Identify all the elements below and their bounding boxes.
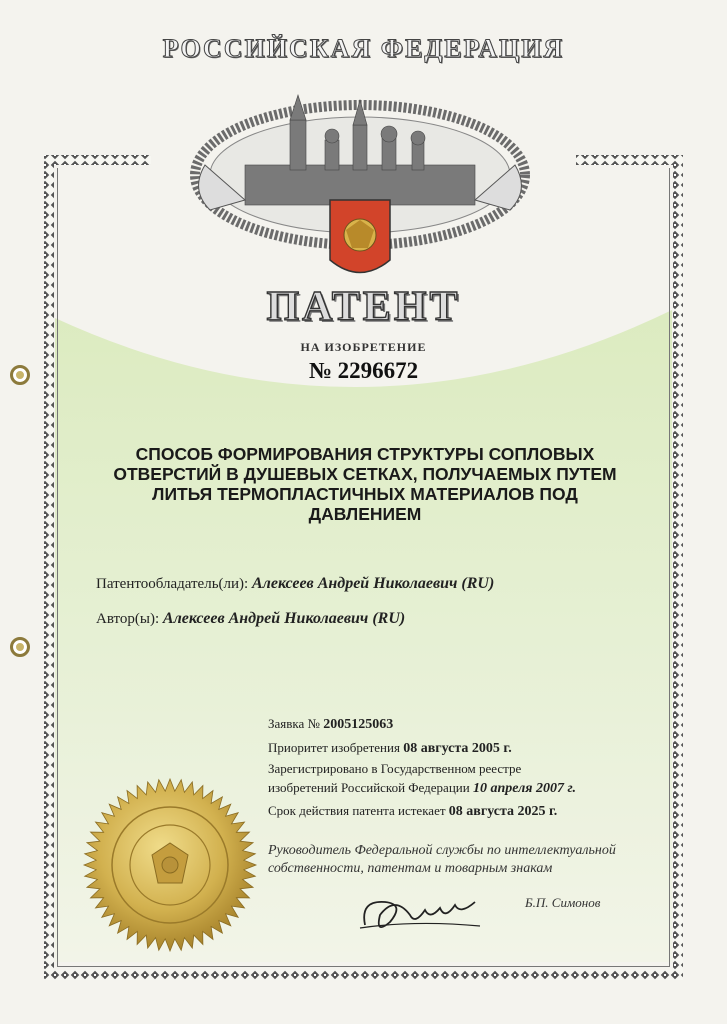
patent-number: № 2296672: [308, 358, 419, 383]
priority-date: 08 августа 2005 г.: [403, 741, 512, 756]
holder-label: Патентообладатель(ли):: [96, 576, 249, 592]
signature: [355, 880, 485, 940]
registered-date: 10 апреля 2007 г.: [472, 781, 576, 796]
official-position: [268, 842, 616, 878]
author-line: [96, 610, 405, 628]
invention-title: СПОСОБ ФОРМИРОВАНИЯ СТРУКТУРЫ СОПЛОВЫХ ОТВЕРСТИЙ В ДУШЕВЫХ СЕТКАХ, ПОЛУЧАЕМЫХ ПУТЕМ ЛИТЬЯ ТЕРМОПЛАСТИЧНЫХ МАТЕРИАЛОВ ПОД ДАВЛЕНИЕМ: [113, 444, 617, 524]
application-label: Заявка №: [268, 716, 320, 731]
patent-subtitle: НА ИЗОБРЕТЕНИЕ: [300, 340, 427, 354]
country-title: РОССИЙСКАЯ ФЕДЕРАЦИЯ: [162, 34, 565, 63]
application-number: 2005125063: [323, 717, 394, 732]
official-name: Б.П. Симонов: [525, 895, 601, 910]
binder-hole-bottom: [10, 637, 30, 657]
official-position-line-2: собственности, патентам и товарным знакам: [268, 861, 553, 876]
priority-line: [268, 740, 512, 757]
official-position-line-1: Руководитель Федеральной службы по интеллектуальной: [268, 843, 616, 858]
priority-label: Приоритет изобретения: [268, 740, 400, 755]
application-line: [268, 716, 393, 733]
kremlin-emblem: [150, 70, 570, 300]
registered-line-2: [268, 780, 576, 797]
holder-value: Алексеев Андрей Николаевич (RU): [251, 575, 495, 592]
gold-seal: [80, 775, 260, 955]
author-value: Алексеев Андрей Николаевич (RU): [162, 610, 406, 627]
validity-line: [268, 803, 557, 820]
patent-heading: ПАТЕНТ: [266, 284, 461, 330]
registered-label: изобретений Российской Федерации: [268, 780, 470, 795]
author-label: Автор(ы):: [96, 611, 160, 627]
holder-line: [96, 575, 494, 593]
registered-line-1: Зарегистрировано в Государственном реестре: [268, 761, 522, 776]
validity-label: Срок действия патента истекает: [268, 803, 446, 818]
validity-date: 08 августа 2025 г.: [448, 804, 558, 819]
